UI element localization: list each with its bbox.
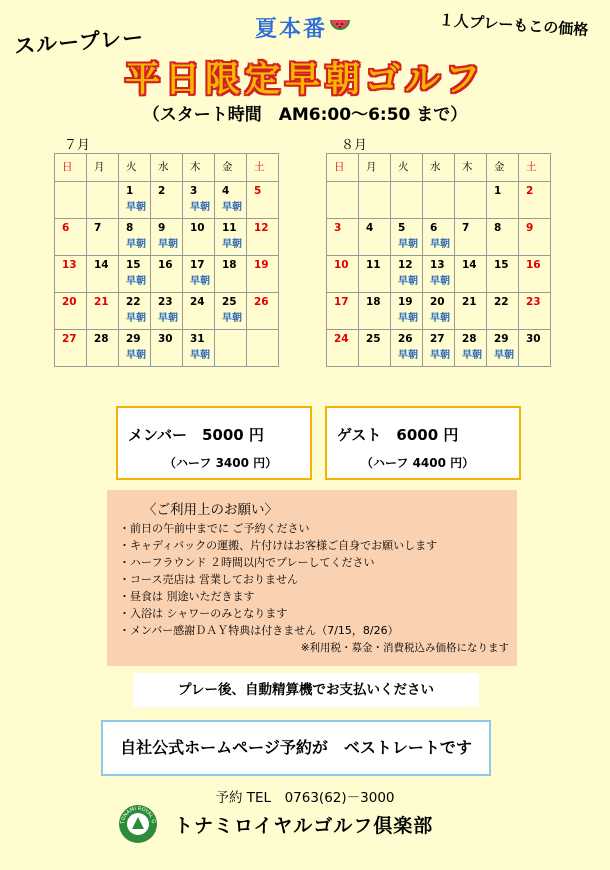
weekday-header: 日	[327, 154, 359, 182]
early-morning-badge: 早朝	[430, 313, 450, 324]
day-number: 21	[94, 296, 109, 308]
calendar-day-cell	[423, 219, 455, 256]
day-number: 7	[462, 222, 470, 234]
weekday-header: 火	[119, 154, 151, 182]
day-number: 22	[126, 296, 141, 308]
day-number: 27	[430, 333, 445, 345]
july-calendar	[54, 153, 279, 367]
usage-note-item: ・前日の午前中までに ご予約ください	[119, 522, 310, 535]
main-title: 平日限定早朝ゴルフ	[124, 60, 485, 100]
calendar-day-cell	[359, 256, 391, 293]
weekday-header: 土	[519, 154, 551, 182]
calendar-day-cell	[215, 293, 247, 330]
day-number: 16	[526, 259, 541, 271]
early-morning-badge: 早朝	[126, 350, 146, 361]
day-number: 3	[334, 222, 342, 234]
day-number: 18	[366, 296, 381, 308]
day-number: 20	[430, 296, 445, 308]
early-morning-badge: 早朝	[430, 350, 450, 361]
calendar-day-cell	[119, 182, 151, 219]
calendar-day-cell	[215, 219, 247, 256]
calendar-day-cell	[327, 219, 359, 256]
day-number: 26	[398, 333, 413, 345]
tax-note: ※利用税・募金・消費税込み価格になります	[300, 642, 509, 654]
day-number: 4	[366, 222, 374, 234]
calendar-day-cell	[87, 256, 119, 293]
calendar-day-cell	[55, 256, 87, 293]
calendar-day-cell	[183, 293, 215, 330]
day-number: 28	[462, 333, 477, 345]
day-number: 30	[526, 333, 541, 345]
calendar-day-cell	[455, 330, 487, 367]
day-number: 24	[334, 333, 349, 345]
logo-text: TONAMI ROYAL G	[119, 805, 157, 825]
calendar-day-cell	[487, 182, 519, 219]
calendar-day-cell	[519, 256, 551, 293]
day-number: 1	[494, 185, 502, 197]
calendar-day-cell	[487, 219, 519, 256]
august-label: ８月	[341, 138, 368, 153]
usage-notes-heading: 〈ご利用上のお願い〉	[143, 502, 278, 518]
calendar-day-cell	[119, 256, 151, 293]
calendar-day-cell	[87, 219, 119, 256]
early-morning-badge: 早朝	[398, 239, 418, 250]
through-play-label: スループレー	[13, 25, 145, 59]
day-number: 18	[222, 259, 237, 271]
day-number: 7	[94, 222, 102, 234]
early-morning-badge: 早朝	[398, 276, 418, 287]
calendar-day-cell	[183, 330, 215, 367]
usage-note-item: ・ハーフラウンド ２時間以内でプレーしてください	[119, 556, 375, 569]
calendar-day-cell	[391, 256, 423, 293]
day-number: 20	[62, 296, 77, 308]
payment-notice: プレー後、自動精算機でお支払いください	[133, 673, 479, 707]
day-number: 9	[158, 222, 166, 234]
day-number: 25	[222, 296, 237, 308]
guest-half-price: （ハーフ 4400 円）	[361, 456, 475, 470]
day-number: 19	[398, 296, 413, 308]
club-logo	[117, 803, 159, 845]
calendar-day-cell	[455, 256, 487, 293]
weekday-header: 日	[55, 154, 87, 182]
calendar-day-cell	[455, 182, 487, 219]
day-number: 8	[126, 222, 134, 234]
season-label: 夏本番	[255, 17, 328, 42]
day-number: 11	[366, 259, 381, 271]
calendar-day-cell	[247, 182, 279, 219]
calendar-day-cell	[151, 256, 183, 293]
early-morning-badge: 早朝	[398, 313, 418, 324]
calendar-day-cell	[247, 293, 279, 330]
calendar-day-cell	[119, 219, 151, 256]
guest-price-box	[325, 406, 521, 480]
early-morning-badge: 早朝	[222, 202, 242, 213]
early-morning-badge: 早朝	[430, 239, 450, 250]
usage-note-item: ・昼食は 別途いただきます	[119, 590, 255, 603]
calendar-day-cell	[455, 293, 487, 330]
watermelon-icon	[328, 14, 352, 38]
weekday-header: 火	[391, 154, 423, 182]
calendar-day-cell	[391, 330, 423, 367]
calendar-day-cell	[87, 293, 119, 330]
calendar-day-cell	[151, 219, 183, 256]
day-number: 1	[126, 185, 134, 197]
day-number: 9	[526, 222, 534, 234]
day-number: 25	[366, 333, 381, 345]
early-morning-badge: 早朝	[494, 350, 514, 361]
day-number: 27	[62, 333, 77, 345]
early-morning-badge: 早朝	[126, 313, 146, 324]
day-number: 26	[254, 296, 269, 308]
usage-note-item: ・キャディバックの運搬、片付けはお客様ご自身でお願いします	[119, 539, 438, 552]
day-number: 10	[334, 259, 349, 271]
day-number: 5	[254, 185, 262, 197]
day-number: 4	[222, 185, 230, 197]
calendar-day-cell	[151, 330, 183, 367]
day-number: 23	[158, 296, 173, 308]
day-number: 29	[126, 333, 141, 345]
member-half-price: （ハーフ 3400 円）	[164, 456, 278, 470]
calendar-day-cell	[183, 219, 215, 256]
early-morning-badge: 早朝	[158, 239, 178, 250]
august-calendar	[326, 153, 551, 367]
calendar-day-cell	[215, 256, 247, 293]
day-number: 5	[398, 222, 406, 234]
early-morning-badge: 早朝	[190, 202, 210, 213]
weekday-header: 水	[151, 154, 183, 182]
calendar-day-cell	[215, 330, 247, 367]
calendar-day-cell	[423, 330, 455, 367]
calendar-day-cell	[215, 182, 247, 219]
day-number: 6	[62, 222, 70, 234]
member-price-box	[116, 406, 312, 480]
calendar-day-cell	[151, 182, 183, 219]
calendar-day-cell	[55, 219, 87, 256]
day-number: 28	[94, 333, 109, 345]
reservation-phone: 予約 TEL 0763(62)－3000	[215, 790, 395, 806]
calendar-day-cell	[519, 293, 551, 330]
day-number: 8	[494, 222, 502, 234]
calendar-day-cell	[183, 256, 215, 293]
calendar-day-cell	[391, 182, 423, 219]
early-morning-badge: 早朝	[158, 313, 178, 324]
calendar-day-cell	[519, 330, 551, 367]
guest-price: ゲスト 6000 円	[337, 426, 459, 444]
usage-note-item: ・コース売店は 営業しておりません	[119, 573, 298, 586]
calendar-day-cell	[455, 219, 487, 256]
day-number: 14	[462, 259, 477, 271]
calendar-day-cell	[55, 330, 87, 367]
day-number: 17	[190, 259, 205, 271]
day-number: 17	[334, 296, 349, 308]
early-morning-badge: 早朝	[126, 276, 146, 287]
calendar-day-cell	[247, 219, 279, 256]
calendar-day-cell	[423, 182, 455, 219]
calendar-day-cell	[151, 293, 183, 330]
calendar-day-cell	[519, 219, 551, 256]
july-label: ７月	[64, 138, 91, 153]
usage-note-item: ・入浴は シャワーのみとなります	[119, 607, 288, 620]
day-number: 21	[462, 296, 477, 308]
calendar-day-cell	[119, 330, 151, 367]
day-number: 16	[158, 259, 173, 271]
calendar-day-cell	[327, 182, 359, 219]
day-number: 30	[158, 333, 173, 345]
calendar-day-cell	[391, 219, 423, 256]
day-number: 6	[430, 222, 438, 234]
early-morning-badge: 早朝	[222, 313, 242, 324]
day-number: 29	[494, 333, 509, 345]
usage-notes-list	[119, 520, 437, 639]
homepage-booking-notice: 自社公式ホームページ予約が ベストレートです	[101, 720, 491, 776]
calendar-day-cell	[423, 293, 455, 330]
day-number: 10	[190, 222, 205, 234]
day-number: 13	[430, 259, 445, 271]
calendar-day-cell	[487, 256, 519, 293]
club-name: トナミロイヤルゴルフ倶楽部	[174, 815, 434, 837]
early-morning-badge: 早朝	[126, 239, 146, 250]
early-morning-badge: 早朝	[126, 202, 146, 213]
calendar-day-cell	[247, 256, 279, 293]
calendar-day-cell	[247, 330, 279, 367]
day-number: 31	[190, 333, 205, 345]
calendar-day-cell	[359, 330, 391, 367]
day-number: 12	[254, 222, 269, 234]
day-number: 15	[126, 259, 141, 271]
weekday-header: 金	[487, 154, 519, 182]
solo-play-label: １人プレーもこの価格	[438, 10, 589, 40]
usage-notes-box	[107, 490, 517, 666]
calendar-day-cell	[327, 256, 359, 293]
day-number: 22	[494, 296, 509, 308]
day-number: 23	[526, 296, 541, 308]
usage-note-item: ・メンバー感謝ＤＡＹ特典は付きません（7/15，8/26）	[119, 624, 399, 637]
calendar-day-cell	[359, 293, 391, 330]
calendar-day-cell	[87, 182, 119, 219]
early-morning-badge: 早朝	[190, 276, 210, 287]
day-number: 19	[254, 259, 269, 271]
day-number: 2	[526, 185, 534, 197]
day-number: 3	[190, 185, 198, 197]
calendar-day-cell	[55, 293, 87, 330]
calendar-day-cell	[359, 219, 391, 256]
day-number: 2	[158, 185, 166, 197]
calendar-day-cell	[87, 330, 119, 367]
weekday-header: 土	[247, 154, 279, 182]
calendar-day-cell	[55, 182, 87, 219]
day-number: 12	[398, 259, 413, 271]
calendar-day-cell	[183, 182, 215, 219]
early-morning-badge: 早朝	[222, 239, 242, 250]
weekday-header: 金	[215, 154, 247, 182]
calendar-day-cell	[327, 293, 359, 330]
day-number: 14	[94, 259, 109, 271]
weekday-header: 月	[359, 154, 391, 182]
member-price: メンバー 5000 円	[128, 426, 264, 444]
calendar-day-cell	[423, 256, 455, 293]
calendar-day-cell	[327, 330, 359, 367]
early-morning-badge: 早朝	[462, 350, 482, 361]
weekday-header: 水	[423, 154, 455, 182]
weekday-header: 月	[87, 154, 119, 182]
early-morning-badge: 早朝	[398, 350, 418, 361]
weekday-header: 木	[183, 154, 215, 182]
calendar-day-cell	[487, 330, 519, 367]
early-morning-badge: 早朝	[430, 276, 450, 287]
early-morning-badge: 早朝	[190, 350, 210, 361]
day-number: 11	[222, 222, 237, 234]
start-time-subtitle: （スタート時間 AM6:00～6:50 まで）	[142, 105, 468, 125]
calendar-day-cell	[519, 182, 551, 219]
calendar-day-cell	[359, 182, 391, 219]
calendar-day-cell	[487, 293, 519, 330]
day-number: 24	[190, 296, 205, 308]
calendar-day-cell	[119, 293, 151, 330]
weekday-header: 木	[455, 154, 487, 182]
calendar-day-cell	[391, 293, 423, 330]
day-number: 15	[494, 259, 509, 271]
day-number: 13	[62, 259, 77, 271]
